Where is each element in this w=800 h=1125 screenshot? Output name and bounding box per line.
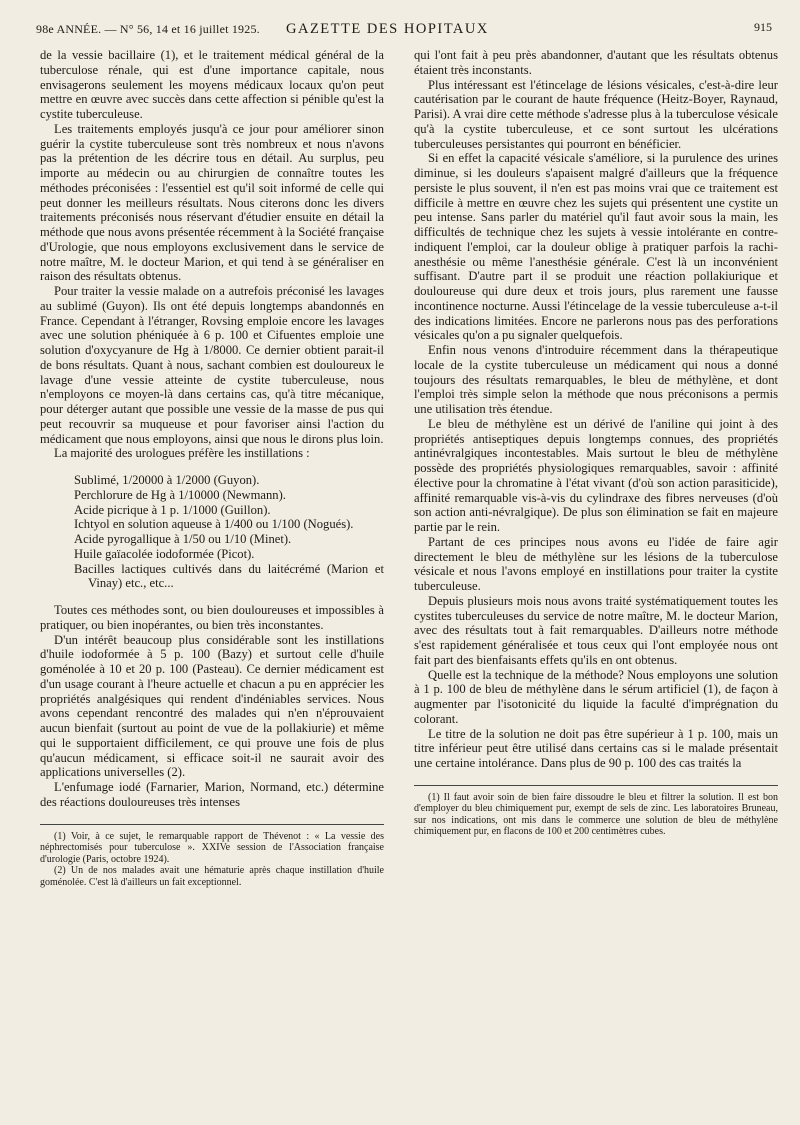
paragraph: Le titre de la solution ne doit pas être supérieur à 1 p. 100, mais un titre inférieur peut être utilisé dans certains cas si le malade présentait une certaine intolérance. Dans plus de 90 p. 100 des cas traités la bbox=[414, 726, 778, 770]
footnote: (2) Un de nos malades avait une hématurie après chaque instillation d'huile goménolée. C'est là d'ailleurs un fait exceptionnel. bbox=[40, 865, 384, 888]
paragraph: Enfin nous venons d'introduire récemment dans la thérapeutique locale de la cystite tuberculeuse un médicament qui nous a donné toujours des résultats remarquables, le bleu de méthylène, et dont l'emploi très simple selon la méthode que nous préconisons a permis une utilisation très étendue. bbox=[414, 343, 778, 416]
journal-title: GAZETTE DES HOPITAUX bbox=[286, 21, 489, 37]
paragraph: Pour traiter la vessie malade on a autrefois préconisé les lavages au sublimé (Guyon). Ils ont été depuis longtemps abandonnés en France. Cependant à l'étranger, Rovsing emploie encore les lavages avec une solution phéniquée à 6 p. 100 et Cifuentes emploie une solution d'oxycyanure de Hg à 1/8000. Ce dernier obtient parait-il de bons résultats. Quant à nous, sachant combien est douloureux le lavage d'une vessie atteinte de cystite tuberculeuse, nous n'employons ce moyen-là dans certains cas, qu'à titre mécanique, pour déterger autant que possible une vessie de la masse de pus qui peut recouvrir sa muqueuse et pour favoriser ainsi l'action du médicament que nous employons, ainsi que nous le dirons plus loin. bbox=[40, 284, 384, 446]
paragraph: La majorité des urologues préfère les instillations : bbox=[54, 446, 310, 461]
list-item: Bacilles lactiques cultivés dans du laitécrémé (Marion et Vinay) etc., etc... bbox=[74, 561, 384, 591]
paragraph: Toutes ces méthodes sont, ou bien douloureuses et impossibles à pratiquer, ou bien inopérantes, ou bien très inconstantes. bbox=[40, 603, 384, 632]
paragraph: Le bleu de méthylène est un dérivé de l'aniline qui joint à des propriétés antiseptiques depuis longtemps connues, des propriétés antinévralgiques incontestables. Mais surtout le bleu de méthylène possède des propriétés physiologiques remarquables, savoir : affinité élective pour la chromatine à l'état vivant (d'où son action parasiticide), affinité remarquable vis-à-vis du cylindraxe des fibres nerveuses (d'où son action anti-névralgique). De plus son élimination se fait en majeure partie par le rein. bbox=[414, 416, 778, 534]
page-header bbox=[36, 14, 772, 42]
paragraph: Quelle est la technique de la méthode? Nous employons une solution à 1 p. 100 de bleu de méthylène dans le sérum artificiel (1), de façon à augmenter par l'isotonicité du liquide la faculté d'imprégnation du colorant. bbox=[414, 667, 778, 726]
footnote-divider bbox=[414, 785, 778, 786]
paragraph: de la vessie bacillaire (1), et le traitement médical général de la tuberculose rénale, qui est d'une importance capitale, nous envisagerons seulement les moyens médicaux locaux qu'on peut mettre en œuvre avec succès dans cette affection si pénible qu'est la cystite tuberculeuse. bbox=[40, 48, 384, 121]
paragraph: Les traitements employés jusqu'à ce jour pour améliorer sinon guérir la cystite tuberculeuse sont très nombreux et nous n'avons pas la prétention de les décrire tous en détail. Au surplus, peu importe au médecin ou au chirurgien de connaître toutes les méthodes préconisées : l'essentiel est qu'il soit informé de celle qui peut donner les meilleurs résultats. Nous citerons donc les divers traitements préconisés nous réservant d'étudier ensuite en détail la méthode que nous avons présentée récemment à la Société française d'Urologie, que nous employons exclusivement dans le service de notre maître, M. le docteur Marion, et qui tend à se généraliser en raison des résultats obtenus. bbox=[40, 121, 384, 284]
list-item: Ichtyol en solution aqueuse à 1/400 ou 1/100 (Nogués). bbox=[74, 517, 354, 532]
list-item: Perchlorure de Hg à 1/10000 (Newmann). bbox=[74, 487, 286, 502]
paragraph: L'enfumage iodé (Farnarier, Marion, Normand, etc.) détermine des réactions douloureuses très intenses bbox=[40, 780, 384, 809]
instillation-list bbox=[74, 473, 384, 591]
footnote: (1) Il faut avoir soin de bien faire dissoudre le bleu et filtrer la solution. Il est bon d'employer du bleu chimiquement pur, exempt de sels de zinc. Les laboratoires Bruneau, sur nos indications, ont mis dans le commerce une solution de bleu de méthylène chimiquement pur, en flacons de 100 et 200 centimètres cubes. bbox=[414, 791, 778, 838]
paragraph: Depuis plusieurs mois nous avons traité systématiquement toutes les cystites tuberculeuses du service de notre maître, M. le docteur Marion, avec des résultats tout à fait remarquables. D'ailleurs notre méthode s'est rapidement généralisée et tous ceux qui l'ont employée nous ont fait part des bienfaisants effets qu'ils en ont obtenus. bbox=[414, 593, 778, 667]
list-item: Sublimé, 1/20000 à 1/2000 (Guyon). bbox=[74, 473, 260, 487]
left-column bbox=[40, 48, 384, 888]
list-item: Huile gaïacolée iodoformée (Picot). bbox=[74, 546, 255, 561]
footnote-divider bbox=[40, 824, 384, 825]
paragraph: qui l'ont fait à peu près abandonner, d'autant que les résultats obtenus étaient très inconstants. bbox=[414, 48, 778, 77]
paragraph: Partant de ces principes nous avons eu l'idée de faire agir directement le bleu de méthylène sur les lésions de la tuberculose vésicale et nous l'avons employé en instillations pour traiter la cystite tuberculeuse. bbox=[414, 534, 778, 593]
paragraph: Plus intéressant est l'étincelage de lésions vésicales, c'est-à-dire leur cautérisation par le courant de haute fréquence (Heitz-Boyer, Raynaud, Parisi). A vrai dire cette méthode s'adresse plus à la tuberculose vésicale qu'à la cystite tuberculeuse, et ce sont surtout les ulcérations tuberculeuses persistantes qui pourront en bénéficier. bbox=[414, 77, 778, 151]
paragraph: Si en effet la capacité vésicale s'améliore, si la purulence des urines diminue, si les douleurs s'apaisent malgré d'ailleurs que la fréquence persiste le plus souvent, il n'en est pas moins vrai que ce traitement est difficile à mettre en œuvre chez les sujets qui présentent une cystite un peu intense. Sans parler du matériel qu'il faut avoir sous la main, les difficultés de technique chez les sujets à vessie intolérante en contre-indiquent l'emploi, car la douleur oblige à pratiquer parfois la rachi-anesthésie ou même l'anesthésie générale. C'est là un inconvénient suffisant. D'autre part il se produit une réaction pollakiurique et douloureuse qui dure deux et trois jours, plus rarement une fausse incontinence nocturne. Aussi l'étincelage de la vessie tuberculeuse a-t-il des indications limitées. Encore ne parlerons nous pas des perforations vésicales qu'on a pu signaler quelquefois. bbox=[414, 151, 778, 343]
list-item: Acide picrique à 1 p. 1/1000 (Guillon). bbox=[74, 502, 271, 517]
right-column bbox=[414, 48, 778, 838]
issue-line: 98e ANNÉE. — N° 56, 14 et 16 juillet 1925. bbox=[36, 22, 260, 36]
page-number: 915 bbox=[754, 20, 772, 34]
paragraph: D'un intérêt beaucoup plus considérable sont les instillations d'huile iodoformée à 5 p. 100 (Bazy) et surtout celle d'huile goménolée à 10 et 20 p. 100 (Pasteau). Ce dernier médicament est d'un usage courant à l'heure actuelle et chacun a pu en apprécier les propriétés analgésiques qui rendent d'indéniables services. Nous avons cependant rencontré des malades qui n'en n'éprouvaient aucun bienfait (surtout au point de vue de la pollakiurie) et même qui le supportaient difficilement, ce qui prouve une fois de plus qu'aucun médicament, si efficace soit-il ne saurait avoir des applications universelles (2). bbox=[40, 632, 384, 780]
footnote: (1) Voir, à ce sujet, le remarquable rapport de Thévenot : « La vessie des néphrectomisés pour tuberculose ». XXIVe session de l'Association française d'urologie (Paris, octobre 1924). bbox=[40, 830, 384, 865]
list-item: Acide pyrogallique à 1/50 ou 1/10 (Minet). bbox=[74, 532, 292, 546]
